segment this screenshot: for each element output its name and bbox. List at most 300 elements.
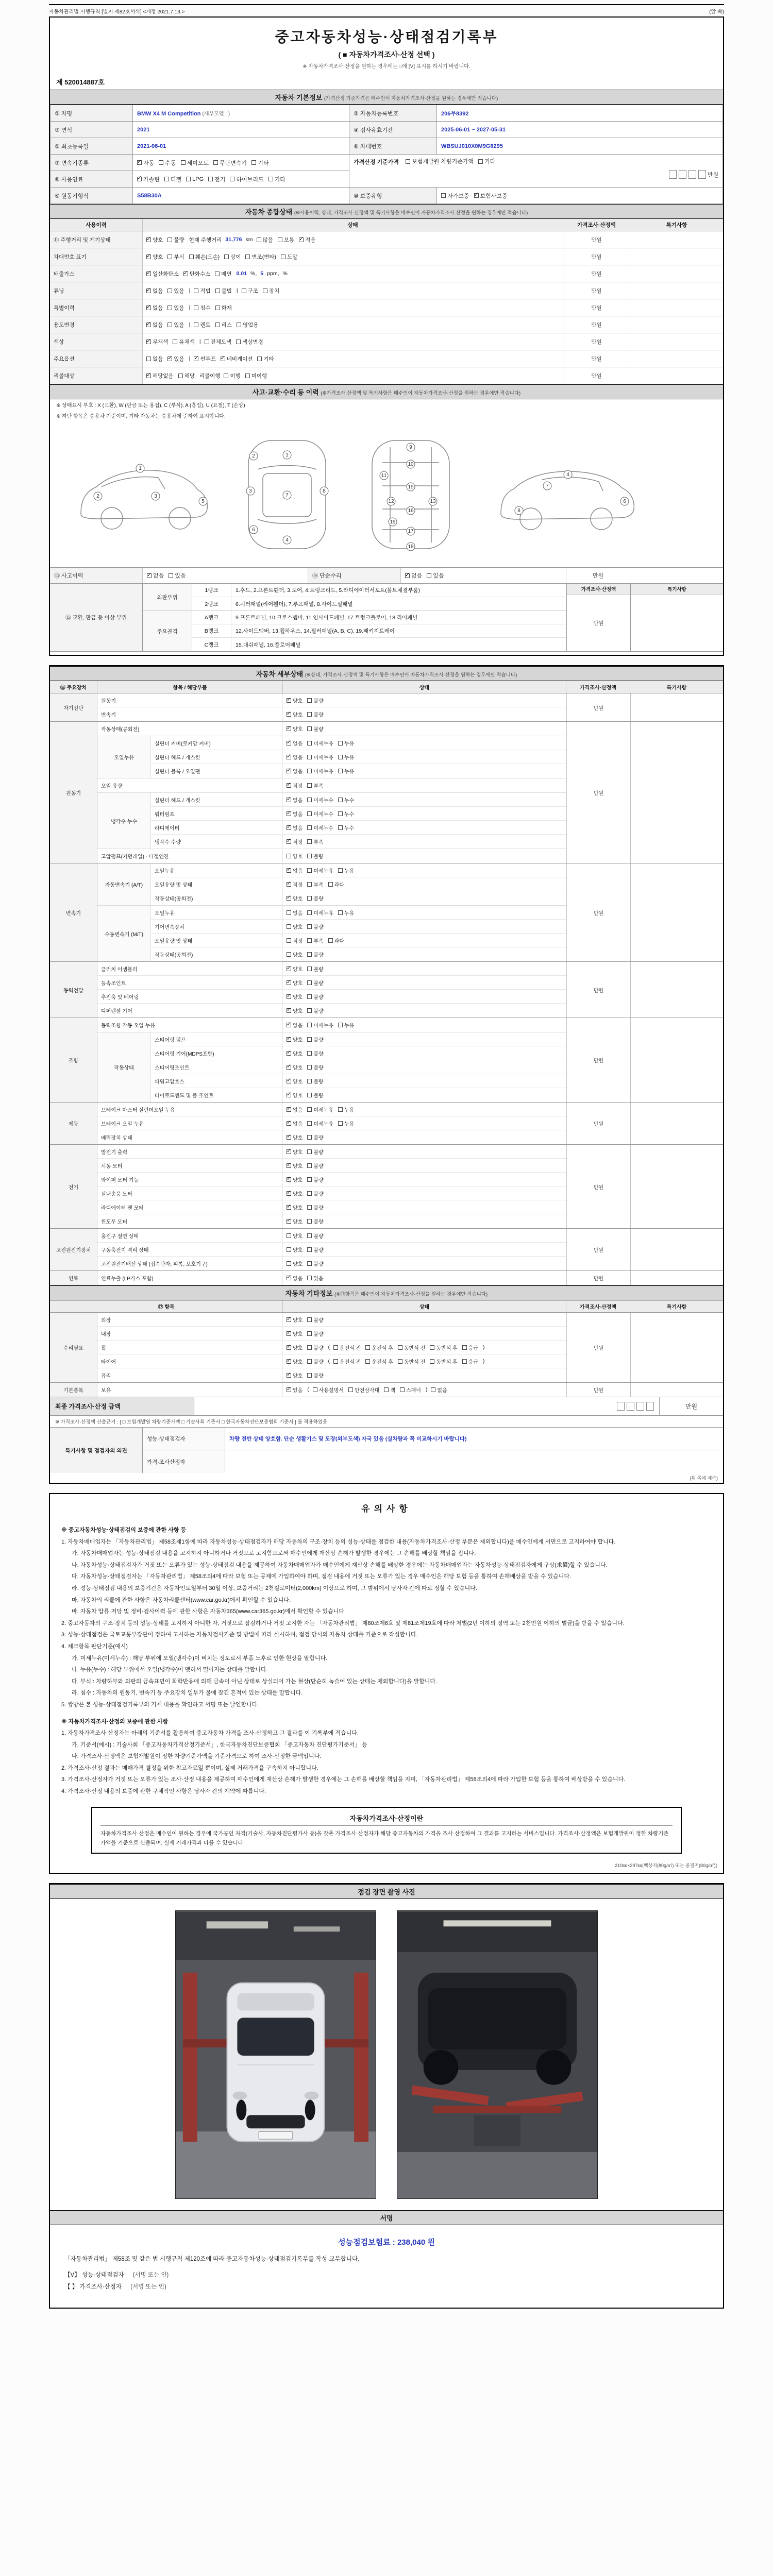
- checkbox-icon[interactable]: [384, 1387, 389, 1392]
- checkbox-icon[interactable]: [146, 374, 151, 378]
- checkbox-icon[interactable]: [287, 1387, 291, 1392]
- checkbox-option[interactable]: [146, 372, 174, 380]
- checkbox-icon[interactable]: [338, 769, 343, 773]
- checkbox-icon[interactable]: [287, 1205, 291, 1210]
- checkbox-option[interactable]: [194, 287, 210, 295]
- checkbox-option[interactable]: [146, 321, 163, 329]
- checkbox-icon[interactable]: [299, 238, 304, 242]
- checkbox-option[interactable]: [237, 321, 258, 329]
- checkbox-option[interactable]: [167, 236, 184, 244]
- checkbox-icon[interactable]: [307, 1093, 312, 1097]
- appraiser-sign-line[interactable]: [64, 2282, 709, 2291]
- checkbox-option[interactable]: [307, 1091, 323, 1099]
- checkbox-icon[interactable]: [307, 726, 312, 731]
- checkbox-option[interactable]: [307, 1106, 333, 1113]
- checkbox-icon[interactable]: [287, 1276, 291, 1280]
- checkbox-option[interactable]: [146, 236, 163, 244]
- checkbox-icon[interactable]: [164, 177, 169, 181]
- checkbox-icon[interactable]: [242, 289, 246, 293]
- checkbox-icon[interactable]: [338, 1121, 343, 1126]
- checkbox-icon[interactable]: [307, 854, 312, 858]
- checkbox-icon[interactable]: [307, 910, 312, 915]
- checkbox-option[interactable]: [313, 1386, 344, 1394]
- checkbox-icon[interactable]: [167, 306, 172, 310]
- checkbox-icon[interactable]: [287, 1345, 291, 1350]
- checkbox-icon[interactable]: [245, 374, 250, 378]
- checkbox-option[interactable]: [307, 710, 323, 718]
- checkbox-icon[interactable]: [287, 1331, 291, 1336]
- checkbox-icon[interactable]: [307, 1276, 312, 1280]
- checkbox-option[interactable]: [307, 782, 323, 789]
- checkbox-option[interactable]: [307, 909, 333, 917]
- checkbox-option[interactable]: [287, 1120, 303, 1127]
- checkbox-icon[interactable]: [307, 1233, 312, 1238]
- checkbox-option[interactable]: [430, 1344, 457, 1351]
- checkbox-icon[interactable]: [281, 255, 285, 259]
- checkbox-icon[interactable]: [307, 1219, 312, 1224]
- checkbox-option[interactable]: [287, 1091, 303, 1099]
- checkbox-option[interactable]: [307, 697, 323, 704]
- checkbox-option[interactable]: [213, 159, 247, 167]
- checkbox-icon[interactable]: [287, 755, 291, 759]
- checkbox-icon[interactable]: [307, 924, 312, 929]
- checkbox-option[interactable]: [287, 1021, 303, 1029]
- checkbox-icon[interactable]: [287, 839, 291, 844]
- checkbox-option[interactable]: [441, 192, 469, 200]
- checkbox-option[interactable]: [245, 253, 276, 261]
- inspector-check[interactable]: 【V】 성능·상태점검자: [64, 2272, 124, 2278]
- checkbox-icon[interactable]: [307, 882, 312, 887]
- checkbox-option[interactable]: [287, 993, 303, 1001]
- checkbox-icon[interactable]: [278, 238, 282, 242]
- checkbox-icon[interactable]: [307, 1261, 312, 1266]
- checkbox-option[interactable]: [338, 767, 354, 775]
- checkbox-icon[interactable]: [365, 1359, 370, 1364]
- checkbox-option[interactable]: [146, 304, 163, 312]
- checkbox-option[interactable]: [307, 965, 323, 973]
- checkbox-option[interactable]: [194, 355, 215, 363]
- checkbox-option[interactable]: [287, 1316, 303, 1324]
- checkbox-icon[interactable]: [194, 323, 198, 327]
- checkbox-icon[interactable]: [307, 1023, 312, 1027]
- checkbox-icon[interactable]: [338, 868, 343, 873]
- checkbox-icon[interactable]: [307, 1135, 312, 1140]
- checkbox-option[interactable]: [287, 852, 303, 860]
- checkbox-option[interactable]: [307, 1120, 333, 1127]
- checkbox-option[interactable]: [215, 287, 232, 295]
- checkbox-icon[interactable]: [462, 1359, 467, 1364]
- checkbox-icon[interactable]: [348, 1387, 353, 1392]
- checkbox-icon[interactable]: [427, 573, 431, 578]
- checkbox-icon[interactable]: [287, 868, 291, 873]
- checkbox-icon[interactable]: [146, 272, 151, 276]
- checkbox-icon[interactable]: [338, 798, 343, 802]
- checkbox-icon[interactable]: [224, 374, 228, 378]
- checkbox-option[interactable]: [287, 1232, 303, 1240]
- checkbox-option[interactable]: [287, 1246, 303, 1253]
- checkbox-icon[interactable]: [208, 177, 213, 181]
- checkbox-icon[interactable]: [307, 1163, 312, 1168]
- checkbox-option[interactable]: [307, 1344, 323, 1351]
- checkbox-option[interactable]: [194, 321, 210, 329]
- checkbox-icon[interactable]: [287, 1373, 291, 1378]
- checkbox-icon[interactable]: [167, 255, 172, 259]
- checkbox-option[interactable]: [398, 1358, 425, 1365]
- checkbox-option[interactable]: [307, 979, 323, 987]
- checkbox-icon[interactable]: [287, 1051, 291, 1056]
- checkbox-icon[interactable]: [137, 160, 142, 165]
- checkbox-icon[interactable]: [338, 1023, 343, 1027]
- checkbox-icon[interactable]: [338, 755, 343, 759]
- checkbox-option[interactable]: [307, 767, 333, 775]
- checkbox-icon[interactable]: [307, 825, 312, 830]
- checkbox-option[interactable]: [287, 810, 303, 818]
- checkbox-option[interactable]: [181, 159, 209, 167]
- checkbox-icon[interactable]: [287, 1107, 291, 1112]
- checkbox-option[interactable]: [287, 1049, 303, 1057]
- checkbox-option[interactable]: [287, 951, 303, 958]
- checkbox-icon[interactable]: [215, 289, 220, 293]
- checkbox-icon[interactable]: [441, 193, 446, 198]
- checkbox-option[interactable]: [245, 372, 267, 380]
- checkbox-icon[interactable]: [307, 811, 312, 816]
- checkbox-icon[interactable]: [137, 177, 142, 181]
- checkbox-icon[interactable]: [287, 1317, 291, 1322]
- checkbox-option[interactable]: [328, 880, 344, 888]
- checkbox-icon[interactable]: [213, 160, 218, 165]
- checkbox-icon[interactable]: [287, 994, 291, 999]
- checkbox-icon[interactable]: [307, 741, 312, 745]
- checkbox-icon[interactable]: [474, 193, 479, 198]
- checkbox-icon[interactable]: [287, 1233, 291, 1238]
- checkbox-option[interactable]: [169, 571, 186, 580]
- checkbox-icon[interactable]: [307, 1317, 312, 1322]
- checkbox-option[interactable]: [287, 710, 303, 718]
- checkbox-icon[interactable]: [307, 1345, 312, 1350]
- checkbox-option[interactable]: [307, 894, 323, 902]
- checkbox-option[interactable]: [146, 253, 163, 261]
- checkbox-option[interactable]: [287, 1386, 303, 1394]
- checkbox-icon[interactable]: [287, 882, 291, 887]
- checkbox-option[interactable]: [167, 321, 184, 329]
- checkbox-option[interactable]: [338, 909, 354, 917]
- checkbox-icon[interactable]: [146, 238, 151, 242]
- checkbox-option[interactable]: [137, 159, 154, 167]
- checkbox-option[interactable]: [307, 1371, 323, 1379]
- checkbox-icon[interactable]: [307, 1373, 312, 1378]
- checkbox-option[interactable]: [287, 909, 303, 917]
- checkbox-icon[interactable]: [430, 1359, 434, 1364]
- checkbox-option[interactable]: [307, 867, 333, 874]
- checkbox-icon[interactable]: [215, 272, 220, 276]
- checkbox-option[interactable]: [287, 1344, 303, 1351]
- checkbox-option[interactable]: [287, 782, 303, 789]
- checkbox-option[interactable]: [307, 1162, 323, 1170]
- checkbox-option[interactable]: [405, 571, 422, 580]
- checkbox-option[interactable]: [430, 1358, 457, 1365]
- checkbox-option[interactable]: [338, 810, 354, 818]
- checkbox-icon[interactable]: [307, 938, 312, 943]
- checkbox-icon[interactable]: [287, 726, 291, 731]
- checkbox-icon[interactable]: [173, 340, 177, 344]
- checkbox-option[interactable]: [287, 1176, 303, 1183]
- checkbox-option[interactable]: [224, 372, 240, 380]
- checkbox-icon[interactable]: [307, 1121, 312, 1126]
- checkbox-icon[interactable]: [230, 177, 234, 181]
- checkbox-icon[interactable]: [146, 340, 151, 344]
- checkbox-option[interactable]: [164, 175, 181, 183]
- checkbox-option[interactable]: [307, 993, 323, 1001]
- checkbox-icon[interactable]: [307, 698, 312, 703]
- checkbox-icon[interactable]: [338, 910, 343, 915]
- checkbox-option[interactable]: [221, 355, 253, 363]
- checkbox-icon[interactable]: [205, 340, 209, 344]
- checkbox-option[interactable]: [287, 1330, 303, 1337]
- checkbox-option[interactable]: [268, 175, 285, 183]
- checkbox-icon[interactable]: [307, 1008, 312, 1013]
- checkbox-icon[interactable]: [287, 741, 291, 745]
- checkbox-icon[interactable]: [365, 1345, 370, 1350]
- checkbox-option[interactable]: [474, 192, 508, 200]
- checkbox-icon[interactable]: [287, 1023, 291, 1027]
- checkbox-icon[interactable]: [307, 896, 312, 901]
- checkbox-option[interactable]: [307, 810, 333, 818]
- checkbox-icon[interactable]: [307, 783, 312, 788]
- checkbox-option[interactable]: [338, 1106, 354, 1113]
- checkbox-icon[interactable]: [287, 910, 291, 915]
- checkbox-icon[interactable]: [167, 357, 172, 361]
- checkbox-option[interactable]: [299, 236, 315, 244]
- checkbox-icon[interactable]: [462, 1345, 467, 1350]
- checkbox-icon[interactable]: [287, 1008, 291, 1013]
- checkbox-option[interactable]: [167, 287, 184, 295]
- checkbox-icon[interactable]: [287, 1261, 291, 1266]
- checkbox-option[interactable]: [307, 1063, 323, 1071]
- checkbox-icon[interactable]: [287, 698, 291, 703]
- checkbox-icon[interactable]: [287, 938, 291, 943]
- checkbox-option[interactable]: [189, 253, 220, 261]
- checkbox-icon[interactable]: [287, 1191, 291, 1196]
- checkbox-icon[interactable]: [146, 323, 151, 327]
- checkbox-option[interactable]: [462, 1344, 478, 1351]
- checkbox-option[interactable]: [338, 1120, 354, 1127]
- checkbox-icon[interactable]: [333, 1345, 338, 1350]
- checkbox-option[interactable]: [338, 753, 354, 761]
- checkbox-option[interactable]: [307, 1232, 323, 1240]
- checkbox-icon[interactable]: [307, 868, 312, 873]
- checkbox-icon[interactable]: [287, 811, 291, 816]
- checkbox-option[interactable]: [307, 1316, 323, 1324]
- checkbox-icon[interactable]: [221, 357, 225, 361]
- checkbox-option[interactable]: [287, 1217, 303, 1225]
- checkbox-option[interactable]: [307, 923, 323, 930]
- checkbox-option[interactable]: [205, 338, 232, 346]
- checkbox-option[interactable]: [208, 175, 225, 183]
- checkbox-icon[interactable]: [183, 272, 188, 276]
- checkbox-icon[interactable]: [251, 160, 256, 165]
- checkbox-icon[interactable]: [307, 755, 312, 759]
- checkbox-option[interactable]: [287, 1260, 303, 1267]
- checkbox-option[interactable]: [236, 338, 263, 346]
- checkbox-option[interactable]: [224, 253, 241, 261]
- checkbox-icon[interactable]: [287, 1121, 291, 1126]
- checkbox-icon[interactable]: [287, 924, 291, 929]
- checkbox-option[interactable]: [307, 1176, 323, 1183]
- checkbox-icon[interactable]: [147, 573, 152, 578]
- checkbox-option[interactable]: [287, 923, 303, 930]
- checkbox-option[interactable]: [307, 1330, 323, 1337]
- checkbox-option[interactable]: [427, 571, 444, 580]
- checkbox-option[interactable]: [287, 979, 303, 987]
- checkbox-icon[interactable]: [268, 177, 273, 181]
- checkbox-icon[interactable]: [287, 1163, 291, 1168]
- checkbox-icon[interactable]: [307, 1079, 312, 1083]
- checkbox-icon[interactable]: [307, 1177, 312, 1182]
- checkbox-option[interactable]: [186, 176, 204, 182]
- checkbox-icon[interactable]: [167, 323, 172, 327]
- checkbox-option[interactable]: [398, 1344, 425, 1351]
- checkbox-option[interactable]: [251, 159, 268, 167]
- checkbox-icon[interactable]: [307, 952, 312, 957]
- checkbox-icon[interactable]: [194, 289, 198, 293]
- checkbox-option[interactable]: [287, 1106, 303, 1113]
- checkbox-option[interactable]: [167, 253, 184, 261]
- checkbox-option[interactable]: [307, 852, 323, 860]
- checkbox-option[interactable]: [287, 965, 303, 973]
- checkbox-icon[interactable]: [307, 1107, 312, 1112]
- checkbox-option[interactable]: [338, 739, 354, 747]
- checkbox-icon[interactable]: [215, 306, 220, 310]
- checkbox-option[interactable]: [365, 1358, 393, 1365]
- checkbox-icon[interactable]: [287, 1037, 291, 1042]
- checkbox-option[interactable]: [307, 1049, 323, 1057]
- checkbox-icon[interactable]: [287, 980, 291, 985]
- checkbox-icon[interactable]: [431, 1387, 435, 1392]
- checkbox-option[interactable]: [281, 253, 297, 261]
- checkbox-option[interactable]: [406, 157, 474, 165]
- checkbox-option[interactable]: [183, 270, 211, 278]
- checkbox-icon[interactable]: [400, 1387, 405, 1392]
- checkbox-option[interactable]: [287, 1204, 303, 1211]
- checkbox-option[interactable]: [278, 236, 294, 244]
- checkbox-icon[interactable]: [307, 1205, 312, 1210]
- checkbox-icon[interactable]: [307, 1191, 312, 1196]
- checkbox-icon[interactable]: [146, 289, 151, 293]
- checkbox-icon[interactable]: [338, 1107, 343, 1112]
- checkbox-option[interactable]: [328, 937, 344, 944]
- checkbox-option[interactable]: [263, 287, 279, 295]
- checkbox-icon[interactable]: [338, 825, 343, 830]
- checkbox-icon[interactable]: [313, 1387, 317, 1392]
- checkbox-option[interactable]: [307, 1260, 323, 1267]
- checkbox-option[interactable]: [307, 739, 333, 747]
- appraiser-check[interactable]: 【 】 가격조사·산정자: [64, 2283, 122, 2290]
- inspector-sign-line[interactable]: [64, 2270, 709, 2279]
- checkbox-icon[interactable]: [257, 357, 262, 361]
- checkbox-option[interactable]: [215, 304, 232, 312]
- checkbox-option[interactable]: [287, 880, 303, 888]
- checkbox-option[interactable]: [307, 796, 333, 804]
- checkbox-option[interactable]: [257, 355, 274, 363]
- checkbox-icon[interactable]: [287, 1149, 291, 1154]
- checkbox-option[interactable]: [167, 355, 184, 363]
- checkbox-option[interactable]: [333, 1344, 361, 1351]
- checkbox-option[interactable]: [215, 321, 232, 329]
- checkbox-option[interactable]: [307, 1217, 323, 1225]
- checkbox-option[interactable]: [287, 1274, 303, 1282]
- checkbox-option[interactable]: [307, 1077, 323, 1085]
- checkbox-icon[interactable]: [328, 882, 333, 887]
- checkbox-option[interactable]: [307, 1036, 323, 1043]
- checkbox-option[interactable]: [287, 1077, 303, 1085]
- checkbox-option[interactable]: [287, 1133, 303, 1141]
- checkbox-icon[interactable]: [287, 1247, 291, 1252]
- checkbox-icon[interactable]: [307, 798, 312, 802]
- checkbox-option[interactable]: [287, 1007, 303, 1014]
- checkbox-option[interactable]: [146, 270, 179, 278]
- checkbox-icon[interactable]: [287, 896, 291, 901]
- checkbox-icon[interactable]: [146, 255, 151, 259]
- checkbox-option[interactable]: [307, 1190, 323, 1197]
- checkbox-option[interactable]: [307, 1007, 323, 1014]
- checkbox-icon[interactable]: [338, 741, 343, 745]
- checkbox-option[interactable]: [194, 304, 210, 312]
- checkbox-icon[interactable]: [307, 1065, 312, 1070]
- checkbox-icon[interactable]: [194, 357, 198, 361]
- checkbox-icon[interactable]: [307, 994, 312, 999]
- checkbox-icon[interactable]: [178, 374, 183, 378]
- checkbox-option[interactable]: [307, 838, 323, 845]
- checkbox-option[interactable]: [159, 159, 176, 167]
- checkbox-icon[interactable]: [287, 712, 291, 717]
- checkbox-option[interactable]: [146, 355, 163, 363]
- checkbox-option[interactable]: [257, 236, 273, 244]
- checkbox-option[interactable]: [287, 1358, 303, 1365]
- checkbox-option[interactable]: [307, 725, 323, 733]
- checkbox-icon[interactable]: [287, 798, 291, 802]
- checkbox-icon[interactable]: [237, 323, 241, 327]
- checkbox-icon[interactable]: [146, 306, 151, 310]
- checkbox-icon[interactable]: [224, 255, 229, 259]
- checkbox-option[interactable]: [146, 287, 163, 295]
- checkbox-option[interactable]: [400, 1386, 421, 1394]
- checkbox-option[interactable]: [146, 338, 168, 346]
- checkbox-option[interactable]: [307, 1021, 333, 1029]
- checkbox-icon[interactable]: [181, 160, 186, 165]
- checkbox-option[interactable]: [242, 287, 258, 295]
- checkbox-option[interactable]: [147, 571, 164, 580]
- checkbox-option[interactable]: [307, 951, 323, 958]
- checkbox-option[interactable]: [173, 338, 194, 346]
- checkbox-option[interactable]: [287, 894, 303, 902]
- checkbox-option[interactable]: [287, 1036, 303, 1043]
- checkbox-icon[interactable]: [287, 1065, 291, 1070]
- checkbox-icon[interactable]: [287, 1135, 291, 1140]
- checkbox-icon[interactable]: [194, 306, 198, 310]
- checkbox-option[interactable]: [167, 304, 184, 312]
- checkbox-option[interactable]: [287, 824, 303, 832]
- checkbox-option[interactable]: [287, 867, 303, 874]
- checkbox-option[interactable]: [287, 1190, 303, 1197]
- checkbox-icon[interactable]: [333, 1359, 338, 1364]
- checkbox-icon[interactable]: [167, 289, 172, 293]
- checkbox-option[interactable]: [307, 1148, 323, 1156]
- checkbox-option[interactable]: [287, 1371, 303, 1379]
- checkbox-icon[interactable]: [287, 1177, 291, 1182]
- checkbox-option[interactable]: [178, 372, 195, 380]
- checkbox-icon[interactable]: [287, 783, 291, 788]
- checkbox-option[interactable]: [287, 739, 303, 747]
